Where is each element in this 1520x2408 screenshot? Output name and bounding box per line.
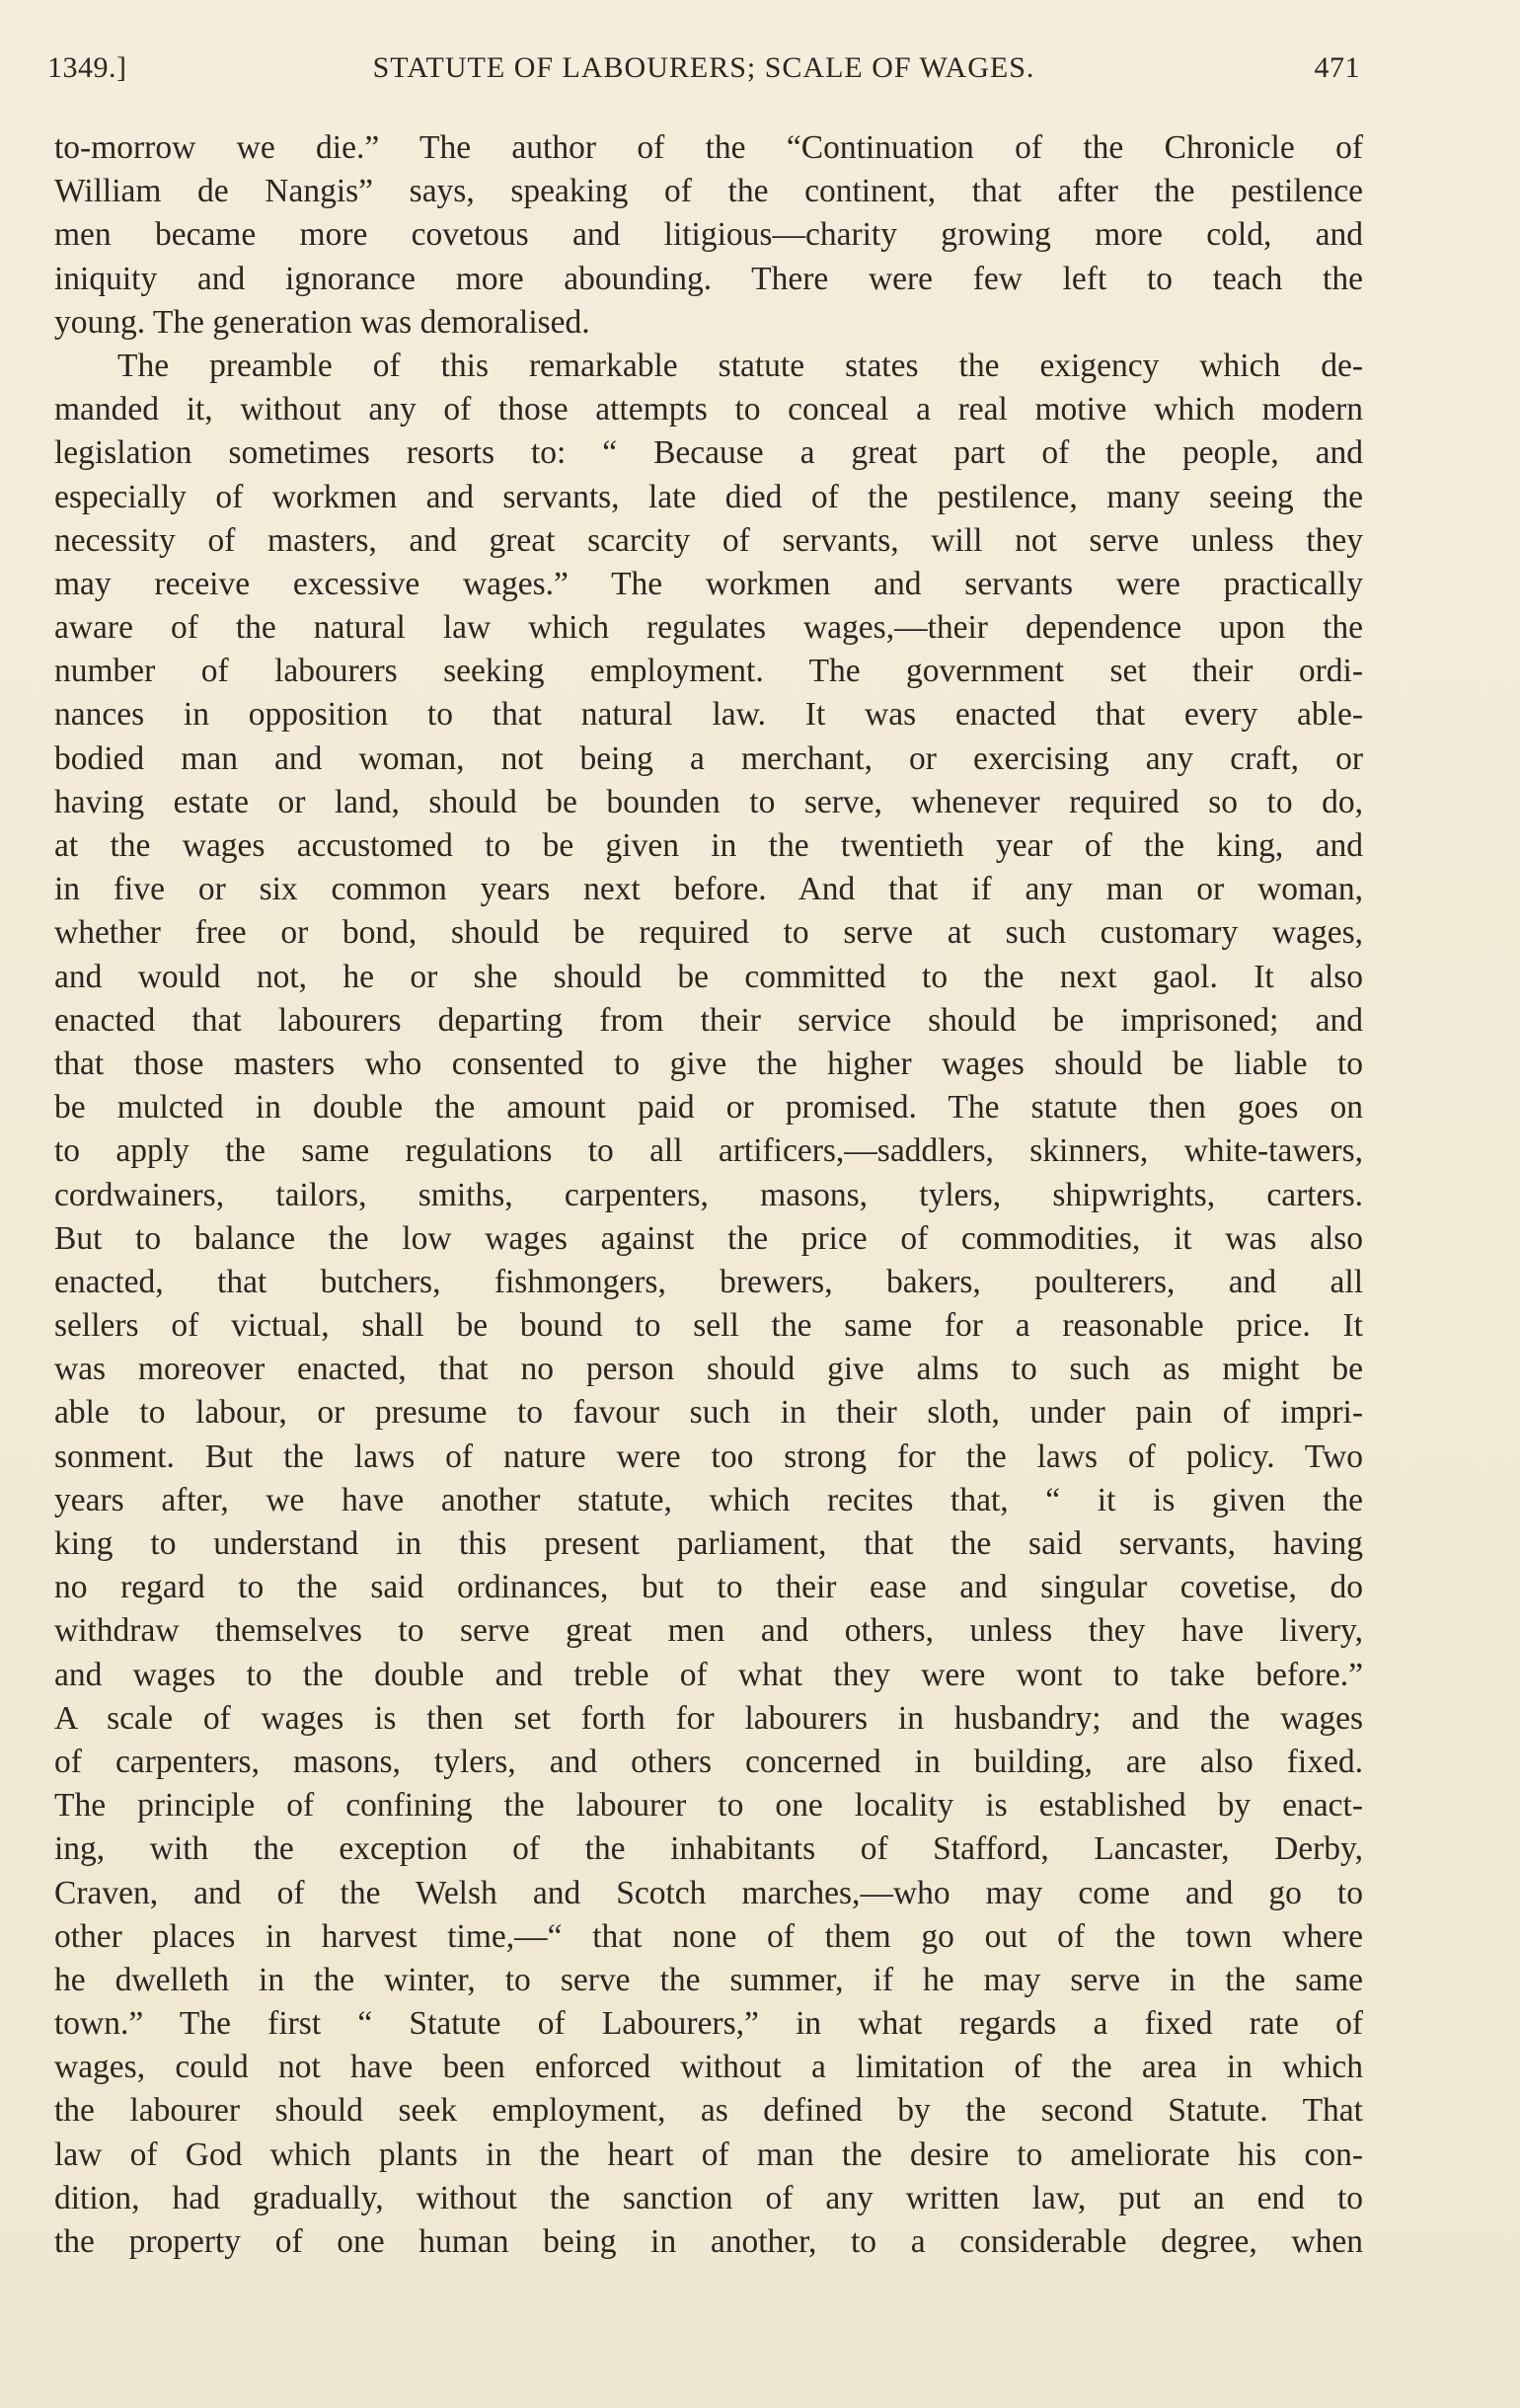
text-line: A scale of wages is then set forth for labourers in husbandry; and the wages — [54, 1699, 1363, 1737]
text-line: bodied man and woman, not being a merchant, or exercising any craft, or — [54, 739, 1363, 777]
text-line: especially of workmen and servants, late died of the pestilence, many seeing the — [54, 478, 1363, 515]
text-line: cordwainers, tailors, smiths, carpenters, masons, tylers, shipwrights, carters. — [54, 1176, 1363, 1213]
header-title: STATUTE OF LABOURERS; SCALE OF WAGES. — [372, 51, 1035, 84]
text-line: iniquity and ignorance more abounding. There were few left to teach the — [54, 260, 1363, 297]
text-line: king to understand in this present parliament, that the said servants, having — [54, 1525, 1363, 1562]
text-line: But to balance the low wages against the price of commodities, it was also — [54, 1219, 1363, 1257]
text-line: that those masters who consented to give the higher wages should be liable to — [54, 1045, 1363, 1082]
text-line: the labourer should seek employment, as defined by the second Statute. That — [54, 2092, 1363, 2130]
text-line: may receive excessive wages.” The workmen and servants were practically — [54, 565, 1363, 602]
text-line: number of labourers seeking employment. The government set their ordi- — [54, 653, 1363, 690]
text-line: necessity of masters, and great scarcity of servants, will not serve unless they — [54, 521, 1363, 559]
text-line: wages, could not have been enforced without a limitation of the area in which — [54, 2049, 1363, 2086]
text-line: and would not, he or she should be committed to the next gaol. It also — [54, 958, 1363, 995]
text-line: whether free or bond, should be required to serve at such customary wages, — [54, 914, 1363, 952]
text-line: able to labour, or presume to favour such in their sloth, under pain of impri- — [54, 1394, 1363, 1432]
text-line: legislation sometimes resorts to: “ Because a great part of the people, and — [54, 434, 1363, 472]
text-line: to-morrow we die.” The author of the “Continuation of the Chronicle of — [54, 129, 1363, 166]
text-line: aware of the natural law which regulates wages,—their dependence upon the — [54, 609, 1363, 647]
text-line: sellers of victual, shall be bound to sell the same for a reasonable price. It — [54, 1307, 1363, 1345]
text-line: was moreover enacted, that no person should give alms to such as might be — [54, 1351, 1363, 1388]
text-line: ing, with the exception of the inhabitants of Stafford, Lancaster, Derby, — [54, 1830, 1363, 1868]
page-number: 471 — [1314, 51, 1360, 84]
text-line: to apply the same regulations to all artificers,—saddlers, skinners, white-tawers, — [54, 1132, 1363, 1170]
text-line: enacted that labourers departing from their service should be imprisoned; and — [54, 1001, 1363, 1039]
text-line: the property of one human being in another, to a considerable degree, when — [54, 2223, 1363, 2260]
text-line: sonment. But the laws of nature were too strong for the laws of policy. Two — [54, 1437, 1363, 1475]
running-head — [47, 51, 1360, 91]
text-line: The preamble of this remarkable statute states the exigency which de- — [117, 347, 1363, 384]
text-line: years after, we have another statute, which recites that, “ it is given the — [54, 1481, 1363, 1518]
text-line: and wages to the double and treble of what they were wont to take before.” — [54, 1656, 1363, 1693]
text-line: Craven, and of the Welsh and Scotch marches,—who may come and go to — [54, 1874, 1363, 1911]
text-line: William de Nangis” says, speaking of the continent, that after the pestilence — [54, 173, 1363, 210]
text-line: nances in opposition to that natural law. It was enacted that every able- — [54, 696, 1363, 734]
text-line: law of God which plants in the heart of man the desire to ameliorate his con- — [54, 2136, 1363, 2173]
text-line: in five or six common years next before. And that if any man or woman, — [54, 871, 1363, 908]
text-line: he dwelleth in the winter, to serve the summer, if he may serve in the same — [54, 1961, 1363, 1998]
text-line: town.” The first “ Statute of Labourers,” in what regards a fixed rate of — [54, 2005, 1363, 2043]
body-text — [54, 126, 1363, 2264]
text-line: other places in harvest time,—“ that none of them go out of the town where — [54, 1917, 1363, 1955]
text-line: enacted, that butchers, fishmongers, brewers, bakers, poulterers, and all — [54, 1263, 1363, 1300]
text-line: manded it, without any of those attempts to conceal a real motive which modern — [54, 391, 1363, 428]
text-line: withdraw themselves to serve great men and others, unless they have livery, — [54, 1612, 1363, 1650]
text-line: men became more covetous and litigious—charity growing more cold, and — [54, 216, 1363, 254]
text-line: no regard to the said ordinances, but to their ease and singular covetise, do — [54, 1569, 1363, 1606]
text-line: be mulcted in double the amount paid or promised. The statute then goes on — [54, 1089, 1363, 1126]
header-year: 1349.] — [47, 51, 127, 84]
text-line: having estate or land, should be bounden to serve, whenever required so to do, — [54, 783, 1363, 820]
text-line: dition, had gradually, without the sanction of any written law, put an end to — [54, 2179, 1363, 2216]
text-line: young. The generation was demoralised. — [54, 303, 590, 341]
text-line: of carpenters, masons, tylers, and others concerned in building, are also fixed. — [54, 1743, 1363, 1780]
text-line: The principle of confining the labourer to one locality is established by enact- — [54, 1787, 1363, 1825]
text-line: at the wages accustomed to be given in the twentieth year of the king, and — [54, 827, 1363, 864]
